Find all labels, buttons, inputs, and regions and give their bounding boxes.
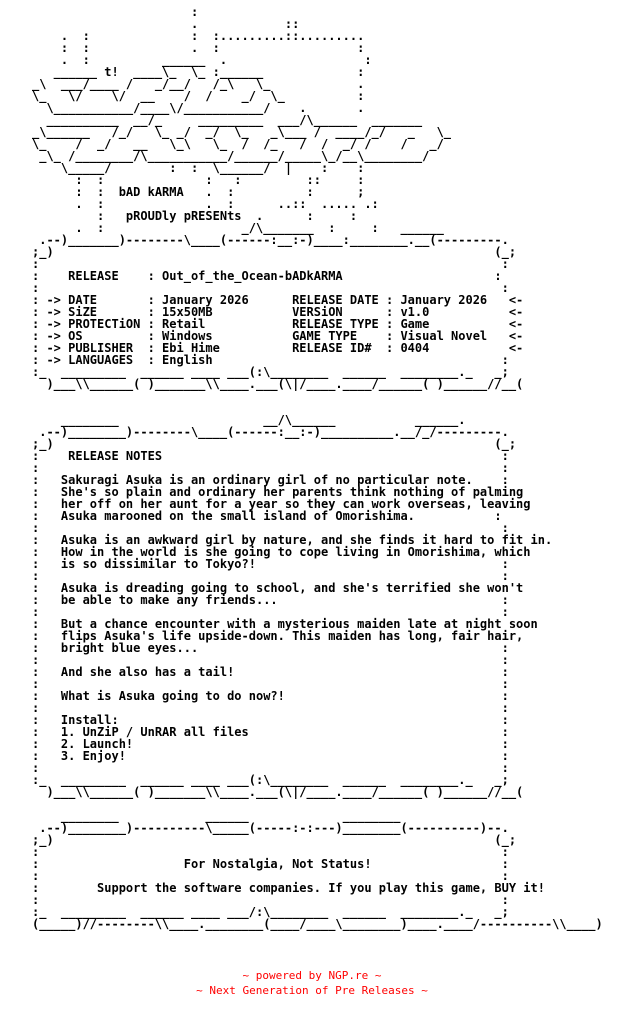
nfo-line: \_____/ : : \______/ | : : — [32, 161, 365, 175]
nfo-line: : : — [32, 701, 509, 715]
nfo-line: . :: — [32, 17, 300, 31]
nfo-line: : : bAD kARMA . : : ; — [32, 185, 365, 199]
nfo-line: : For Nostalgia, Not Status! : — [32, 857, 509, 871]
nfo-line: : : — [32, 569, 509, 583]
powered-by-link[interactable]: ~ powered by NGP.re ~ — [242, 969, 382, 982]
nfo-line: __________ __/_ _________ ___/\______ _______ — [32, 113, 423, 127]
nfo-line: : Install: : — [32, 713, 509, 727]
ngp-tagline-link[interactable]: ~ Next Generation of Pre Releases ~ — [196, 984, 428, 997]
nfo-line: : 3. Enjoy! : — [32, 749, 509, 763]
nfo-line: : -> PROTECTiON : Retail RELEASE TYPE : Game <- — [32, 317, 524, 331]
nfo-line: : be able to make any friends... : — [32, 593, 509, 607]
nfo-line: : : — [32, 677, 509, 691]
nfo-line: : Asuka marooned on the small island of Omorishima. : — [32, 509, 502, 523]
footer — [0, 968, 624, 998]
nfo-line: : 2. Launch! : — [32, 737, 509, 751]
nfo-line: : : — [32, 281, 509, 295]
nfo-line: \_ \/ \/ __ / / _/ \_ : — [32, 89, 365, 103]
nfo-line: \___________/____\/___________/ . . — [32, 101, 365, 115]
nfo-line: (_____)//--------\\____.________(____/____\________)____.____/----------\\____) — [32, 917, 603, 931]
nfo-line: : And she also has a tail! : — [32, 665, 509, 679]
nfo-line: : flips Asuka's life upside-down. This maiden has long, fair hair, — [32, 629, 524, 643]
nfo-line: .--)________)----------\_____(-----:-:---)________(----------)--. — [32, 821, 509, 835]
nfo-line: : 1. UnZiP / UnRAR all files : — [32, 725, 509, 739]
nfo-line: . : _/\_______ : : ______ — [32, 221, 444, 235]
nfo-line: :_ _________ ______ ____ ___/:\________ ______ ________._ _; — [32, 905, 509, 919]
nfo-line: : What is Asuka going to do now?! : — [32, 689, 509, 703]
nfo-line: : -> LANGUAGES : English : — [32, 353, 509, 367]
nfo-line: : bright blue eyes... : — [32, 641, 509, 655]
nfo-line: : -> SiZE : 15x50MB VERSiON : v1.0 <- — [32, 305, 524, 319]
nfo-line: : : . : : — [32, 41, 365, 55]
nfo-line: : — [32, 5, 199, 19]
nfo-line: ________ __/\______ ______. — [32, 413, 466, 427]
nfo-line: : her off on her aunt for a year so they can work overseas, leaving — [32, 497, 531, 511]
nfo-line: : : — [32, 761, 509, 775]
nfo-line: : : — [32, 461, 509, 475]
nfo-line: ______ t! ____\_ \_ :______ : — [32, 65, 365, 79]
nfo-line: : pROUDly pRESENts . : : — [32, 209, 358, 223]
nfo-line: : : — [32, 845, 509, 859]
nfo-line: : Asuka is dreading going to school, and she's terrified she won't — [32, 581, 524, 595]
nfo-line: : is so dissimilar to Tokyo?! : — [32, 557, 509, 571]
nfo-line: : RELEASE NOTES : — [32, 449, 509, 463]
nfo-line: . : : :.........::......... — [32, 29, 365, 43]
nfo-line: : : — [32, 521, 509, 535]
nfo-line: : -> DATE : January 2026 RELEASE DATE : January 2026 <- — [32, 293, 524, 307]
nfo-line: _\_ /________/\___________/______/_____\_/__\________/ — [32, 149, 430, 163]
nfo-line: _\______ /_/ \_ _/ _/ \_ _\___ / ____/_/ _ \_ — [32, 125, 452, 139]
nfo-line: : : — [32, 893, 509, 907]
nfo-line: : -> PUBLISHER : Ebi Hime RELEASE ID# : 0404 <- — [32, 341, 524, 355]
nfo-line: : : — [32, 257, 509, 271]
nfo-line: : How in the world is she going to cope living in Omorishima, which — [32, 545, 531, 559]
nfo-line: _\ ___/____ / _/__/ /_\ \_ . — [32, 77, 365, 91]
nfo-line: : But a chance encounter with a mysterious maiden late at night soon — [32, 617, 538, 631]
nfo-line: ________ ______ ________ — [32, 809, 401, 823]
nfo-line: .--)_______)--------\____(------:__:-)____:________.__(---------. — [32, 233, 509, 247]
nfo-line: : Sakuragi Asuka is an ordinary girl of no particular note. : — [32, 473, 509, 487]
nfo-line: : She's so plain and ordinary her parents think nothing of palming — [32, 485, 524, 499]
nfo-line: : Asuka is an awkward girl by nature, and she finds it hard to fit in. — [32, 533, 553, 547]
nfo-line: ;_) (_; — [32, 245, 517, 259]
nfo-line: )___\\______( )_______\\____.___(\|/____.____/______( )______//__( — [32, 377, 524, 391]
nfo-line: . : . : ..:: ..... .: — [32, 197, 379, 211]
nfo-line: : RELEASE : Out_of_the_Ocean-bADkARMA : — [32, 269, 502, 283]
nfo-line: . : ______ . : — [32, 53, 372, 67]
nfo-line: : : — [32, 869, 509, 883]
nfo-line: ;_) (_; — [32, 833, 517, 847]
nfo-line: \_ / _/ __ \_\ \_ / /_ / / _/ / / _/ — [32, 137, 444, 151]
nfo-line: :_ _________ ______ ____ ___(:\________ ______ ________._ _; — [32, 365, 509, 379]
nfo-line: : : : : :: : — [32, 173, 365, 187]
nfo-line: : Support the software companies. If you play this game, BUY it! — [32, 881, 545, 895]
nfo-line: : : — [32, 605, 509, 619]
nfo-line: ;_) (_; — [32, 437, 517, 451]
nfo-line: : -> OS : Windows GAME TYPE : Visual Novel <- — [32, 329, 524, 343]
nfo-line: :_ _________ ______ ____ ___(:\________ ______ ________._ _; — [32, 773, 509, 787]
nfo-ascii-art — [32, 6, 603, 930]
nfo-line: )___\\______( )_______\\____.___(\|/____.____/______( )______//__( — [32, 785, 524, 799]
nfo-line: .--)________)--------\____(------:__:-)__________.__/_/---------. — [32, 425, 509, 439]
nfo-line: : : — [32, 653, 509, 667]
